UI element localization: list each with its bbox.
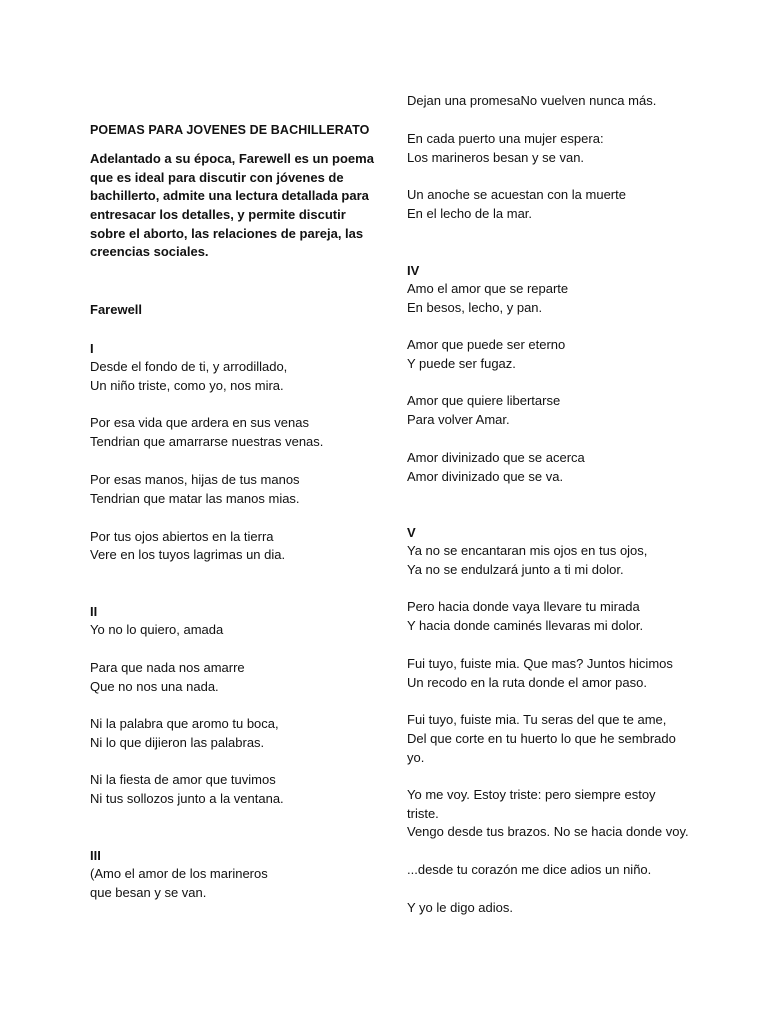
poem-line: yo. [407, 750, 425, 765]
section-numeral: I [90, 341, 94, 356]
poem-line: Desde el fondo de ti, y arrodillado, [90, 359, 288, 374]
poem-line: Amor divinizado que se va. [407, 469, 564, 484]
poem-line: Un niño triste, como yo, nos mira. [90, 378, 284, 393]
intro-line: que es ideal para discutir con jóvenes de [90, 170, 344, 185]
section-numeral: II [90, 604, 98, 619]
poem-line: Ni lo que dijieron las palabras. [90, 735, 265, 750]
poem-line: triste. [407, 806, 439, 821]
poem-line: Fui tuyo, fuiste mia. Tu seras del que te ame, [407, 712, 667, 727]
poem-line: En el lecho de la mar. [407, 206, 533, 221]
poem-line: Vengo desde tus brazos. No se hacia donde voy. [407, 824, 689, 839]
poem-line: Amo el amor que se reparte [407, 281, 569, 296]
poem-line: Tendrian que amarrarse nuestras venas. [90, 434, 324, 449]
document-title: POEMAS PARA JOVENES DE BACHILLERATO [90, 123, 370, 137]
poem-line: Un anoche se acuestan con la muerte [407, 187, 626, 202]
poem-line: ...desde tu corazón me dice adios un niño. [407, 862, 652, 877]
poem-line: Por tus ojos abiertos en la tierra [90, 529, 274, 544]
poem-line: Ya no se encantaran mis ojos en tus ojos, [407, 543, 648, 558]
poem-line: Y puede ser fugaz. [407, 356, 516, 371]
section-numeral: V [407, 525, 416, 540]
poem-line: Que no nos una nada. [90, 679, 219, 694]
poem-line: Por esas manos, hijas de tus manos [90, 472, 300, 487]
poem-line: Los marineros besan y se van. [407, 150, 585, 165]
intro-line: sobre el aborto, las relaciones de pareja, las [90, 226, 364, 241]
poem-line: Ni la palabra que aromo tu boca, [90, 716, 279, 731]
poem-line: Para volver Amar. [407, 412, 510, 427]
poem-line: Ni tus sollozos junto a la ventana. [90, 791, 284, 806]
section-numeral: IV [407, 263, 420, 278]
poem-line: Tendrian que matar las manos mias. [90, 491, 300, 506]
poem-title: Farewell [90, 302, 143, 317]
poem-line: Yo me voy. Estoy triste: pero siempre estoy [407, 787, 656, 802]
poem-line: Pero hacia donde vaya llevare tu mirada [407, 599, 640, 614]
poem-line: Amor divinizado que se acerca [407, 450, 585, 465]
poem-line: Ya no se endulzará junto a ti mi dolor. [407, 562, 624, 577]
poem-line: Amor que puede ser eterno [407, 337, 566, 352]
poem-line: (Amo el amor de los marineros [90, 866, 268, 881]
poem-line: Y hacia donde caminés llevaras mi dolor. [407, 618, 644, 633]
poem-line: Ni la fiesta de amor que tuvimos [90, 772, 276, 787]
poem-line: Fui tuyo, fuiste mia. Que mas? Juntos hicimos [407, 656, 673, 671]
poem-line: Dejan una promesaNo vuelven nunca más. [407, 93, 657, 108]
intro-line: Adelantado a su época, Farewell es un poema [90, 151, 374, 166]
poem-line: En cada puerto una mujer espera: [407, 131, 604, 146]
poem-line: Amor que quiere libertarse [407, 393, 561, 408]
poem-line: Del que corte en tu huerto lo que he sembrado [407, 731, 676, 746]
poem-line: Y yo le digo adios. [407, 900, 513, 915]
section-numeral: III [90, 848, 101, 863]
poem-line: En besos, lecho, y pan. [407, 300, 543, 315]
intro-line: creencias sociales. [90, 244, 209, 259]
intro-line: entresacar los detalles, y permite discutir [90, 207, 346, 222]
poem-line: Un recodo en la ruta donde el amor paso. [407, 675, 647, 690]
poem-line: Para que nada nos amarre [90, 660, 245, 675]
poem-line: Vere en los tuyos lagrimas un dia. [90, 547, 286, 562]
poem-line: Yo no lo quiero, amada [90, 622, 224, 637]
poem-line: que besan y se van. [90, 885, 207, 900]
poem-line: Por esa vida que ardera en sus venas [90, 415, 309, 430]
intro-line: bachillerto, admite una lectura detallada para [90, 188, 369, 203]
